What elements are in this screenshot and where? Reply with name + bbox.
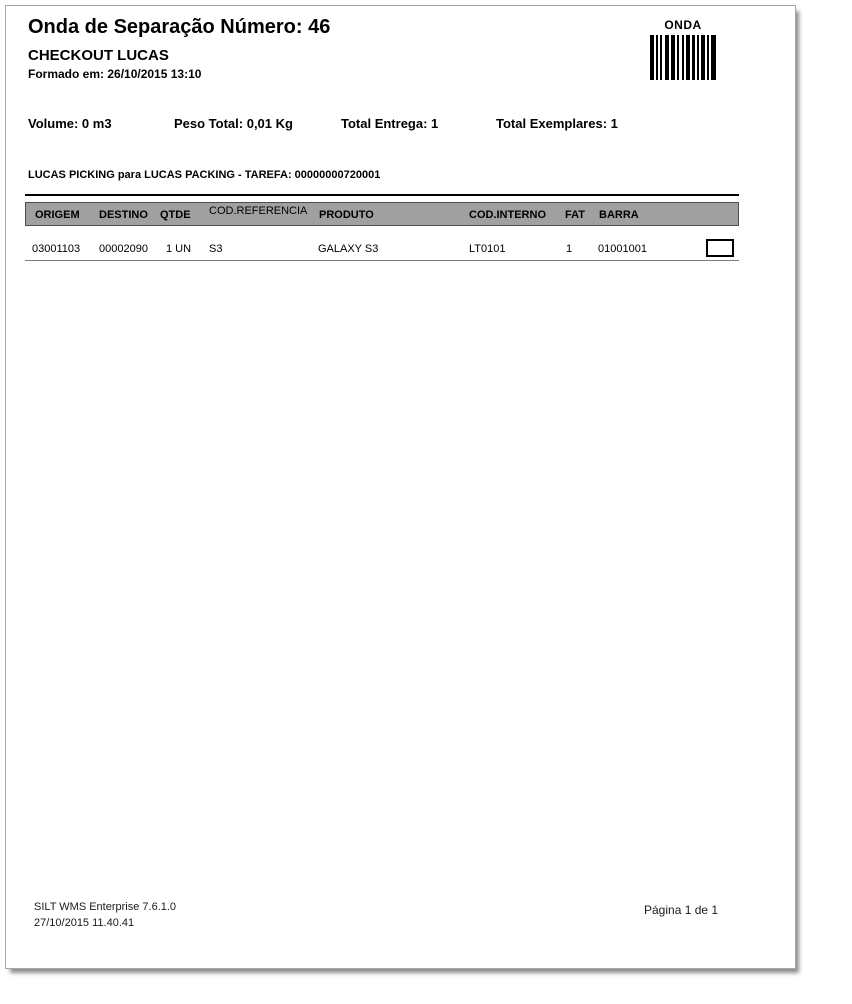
barcode-image (647, 35, 719, 80)
column-header-destino: DESTINO (99, 209, 148, 221)
column-header-qtde: QTDE (160, 209, 191, 221)
column-header-cod-interno: COD.INTERNO (469, 209, 546, 221)
table-top-rule (25, 194, 739, 196)
cell-fat: 1 (566, 243, 573, 255)
barcode-label: ONDA (664, 18, 702, 32)
summary-total-exemplares: Total Exemplares: 1 (496, 116, 618, 131)
row-check-box (706, 239, 734, 257)
cell-cod-referencia: S3 (209, 243, 223, 255)
report-subtitle: CHECKOUT LUCAS (28, 47, 169, 64)
onda-barcode-block (647, 18, 719, 80)
report-page (5, 5, 796, 969)
cell-barra: 01001001 (598, 243, 647, 255)
column-header-produto: PRODUTO (319, 209, 374, 221)
footer-printed-at: 27/10/2015 11.40.41 (34, 917, 135, 929)
column-header-fat: FAT (565, 209, 585, 221)
column-header-cod-referencia: COD.REFERENCIA (209, 205, 308, 217)
summary-peso-total: Peso Total: 0,01 Kg (174, 116, 293, 131)
footer-app-version: SILT WMS Enterprise 7.6.1.0 (34, 901, 177, 913)
footer-page-info: Página 1 de 1 (644, 903, 719, 917)
table-row (25, 235, 739, 261)
cell-origem: 03001103 (32, 243, 81, 255)
summary-volume: Volume: 0 m3 (28, 116, 112, 131)
page-title: Onda de Separação Número: 46 (28, 16, 331, 38)
task-heading: LUCAS PICKING para LUCAS PACKING - TAREFA: 00000000720001 (28, 169, 381, 181)
cell-qtde: 1 UN (166, 243, 192, 255)
column-header-barra: BARRA (599, 209, 639, 221)
cell-destino: 00002090 (99, 243, 148, 255)
cell-cod-interno: LT0101 (469, 243, 506, 255)
summary-row (6, 116, 795, 132)
table-header-row (25, 202, 739, 226)
report-formed-at: Formado em: 26/10/2015 13:10 (28, 67, 202, 81)
column-header-origem: ORIGEM (35, 209, 80, 221)
cell-produto: GALAXY S3 (318, 243, 379, 255)
table-bottom-rule (25, 260, 739, 261)
summary-total-entrega: Total Entrega: 1 (341, 116, 439, 131)
